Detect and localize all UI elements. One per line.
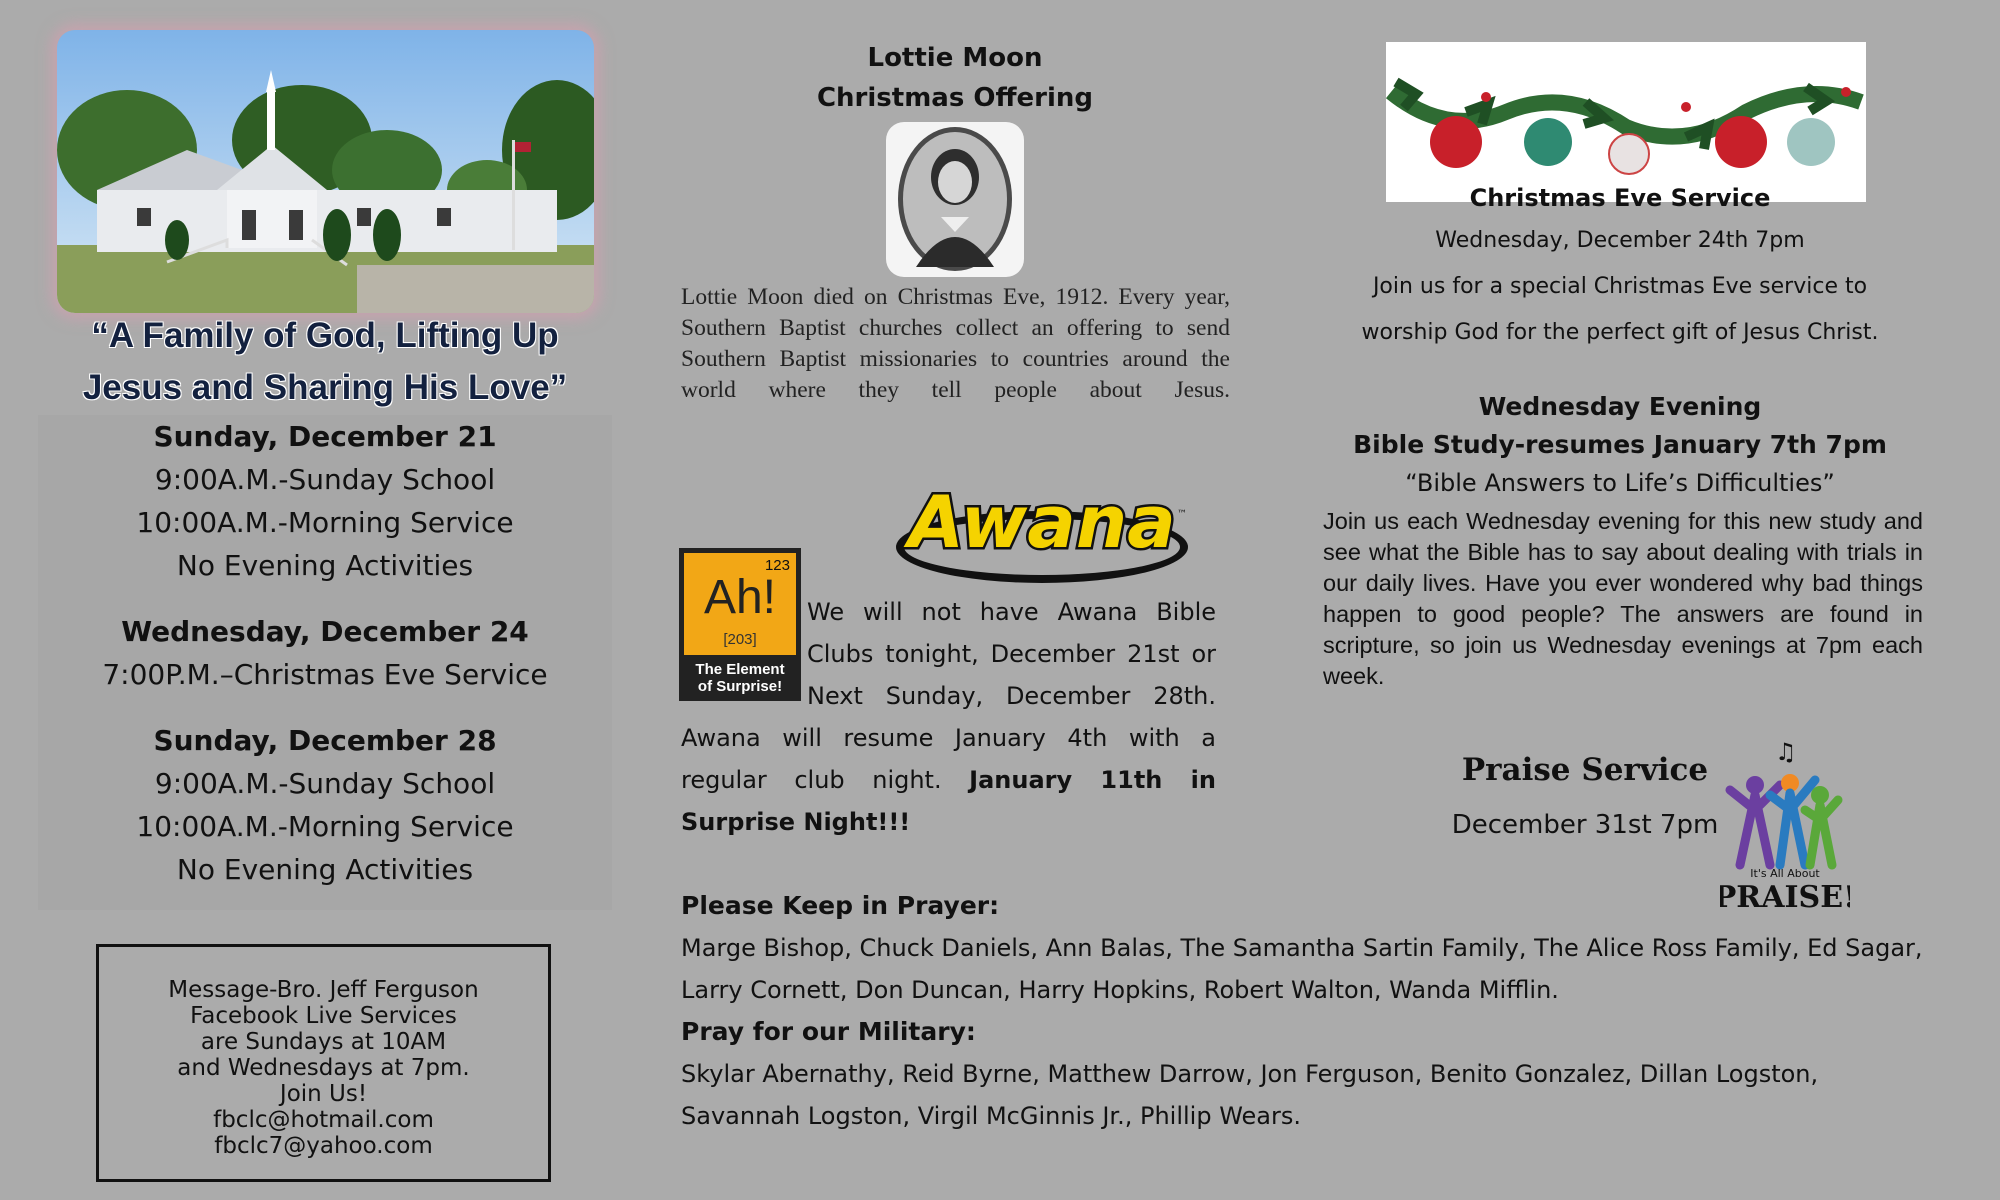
lottie-title-line: Lottie Moon xyxy=(867,43,1043,73)
prayer-list xyxy=(681,885,1931,1137)
message-line: Message-Bro. Jeff Ferguson xyxy=(168,977,479,1003)
music-note-icon: ♫ xyxy=(1775,738,1797,766)
awana-trademark: ™ xyxy=(1177,509,1187,520)
awana-surprise-night: January 11th in Surprise Night!!! xyxy=(681,766,1216,836)
prayer-names: Marge Bishop, Chuck Daniels, Ann Balas, The Samantha Sartin Family, The Alice Ross Family, Ed Sagar, xyxy=(681,934,1923,962)
lottie-moon-description: Lottie Moon died on Christmas Eve, 1912. Every year, Southern Baptist churches collect an offering to send Southern Baptist missionaries to countries around the world where they tell people about Jesus. xyxy=(681,284,1230,403)
message-line: are Sundays at 10AM xyxy=(200,1029,447,1055)
facebook-live-box xyxy=(96,944,551,1182)
badge-symbol: Ah! xyxy=(703,571,777,624)
service-schedule xyxy=(38,415,612,910)
christmas-eve-line: Join us for a special Christmas Eve service to xyxy=(1372,274,1868,299)
schedule-line: 10:00A.M.-Morning Service xyxy=(136,810,514,843)
praise-logo-small-text: It's All About xyxy=(1750,867,1820,880)
bible-study-quote: “Bible Answers to Life’s Difficulties” xyxy=(1405,469,1835,497)
awana-logo-text: Awana xyxy=(908,480,1176,564)
military-prayer-heading: Pray for our Military: xyxy=(681,1017,976,1046)
christmas-eve-title: Christmas Eve Service xyxy=(1469,184,1771,212)
badge-number: 123 xyxy=(764,557,790,574)
prayer-names: Larry Cornett, Don Duncan, Harry Hopkins, Robert Walton, Wanda Mifflin. xyxy=(681,976,1559,1004)
awana-logo xyxy=(892,477,1192,587)
schedule-line: 9:00A.M.-Sunday School xyxy=(154,767,496,800)
schedule-sunday-dec-21 xyxy=(38,415,612,587)
prayer-heading: Please Keep in Prayer: xyxy=(681,891,1000,920)
email-link[interactable]: fbclc@hotmail.com xyxy=(213,1107,434,1133)
schedule-line: No Evening Activities xyxy=(176,853,474,886)
bible-study-heading: Bible Study-resumes January 7th 7pm xyxy=(1353,430,1887,459)
message-line: Join Us! xyxy=(279,1081,368,1107)
schedule-sunday-dec-28 xyxy=(38,719,612,891)
badge-mass: [203] xyxy=(723,631,757,648)
schedule-heading: Sunday, December 21 xyxy=(153,420,497,453)
schedule-heading: Wednesday, December 24 xyxy=(121,615,529,648)
awana-announcement xyxy=(681,591,1216,843)
awana-text-body: We will not have Awana Bible Clubs tonight, December 21st or Next Sunday, December 28th. Awana will resume January 4th with a regular club night. xyxy=(681,598,1216,794)
military-names: Savannah Logston, Virgil McGinnis Jr., Phillip Wears. xyxy=(681,1102,1301,1130)
schedule-line: 9:00A.M.-Sunday School xyxy=(154,463,496,496)
praise-service-date: December 31st 7pm xyxy=(1451,810,1719,840)
christmas-eve-service xyxy=(1330,178,1910,356)
praise-service-title: Praise Service xyxy=(1461,752,1709,788)
praise-logo-text: PRAISE! xyxy=(1720,880,1850,915)
christmas-eve-date: Wednesday, December 24th 7pm xyxy=(1435,228,1805,253)
church-photo xyxy=(57,30,594,313)
schedule-line: 7:00P.M.–Christmas Eve Service xyxy=(102,658,548,691)
military-names: Skylar Abernathy, Reid Byrne, Matthew Darrow, Jon Ferguson, Benito Gonzalez, Dillan Logston, xyxy=(681,1060,1819,1088)
bible-study-description: Join us each Wednesday evening for this new study and see what the Bible has to say about dealing with trials in our daily lives. Have you ever wondered why bad things happen to good people? The answers are found in scripture, so join us Wednesday evenings at 7pm each week. xyxy=(1323,508,1923,689)
lottie-title-line: Christmas Offering xyxy=(816,83,1094,113)
schedule-wednesday-dec-24 xyxy=(38,610,612,696)
bible-study-header xyxy=(1310,388,1930,502)
badge-caption: The Element of Surprise! xyxy=(695,661,785,695)
message-line: and Wednesdays at 7pm. xyxy=(177,1055,470,1081)
lottie-moon-title xyxy=(730,38,1180,118)
lottie-moon-portrait xyxy=(886,122,1024,277)
church-motto: “A Family of God, Lifting Up Jesus and Sharing His Love” xyxy=(82,316,568,407)
schedule-line: 10:00A.M.-Morning Service xyxy=(136,506,514,539)
message-line: Facebook Live Services xyxy=(190,1003,457,1029)
schedule-line: No Evening Activities xyxy=(176,549,474,582)
email-link[interactable]: fbclc7@yahoo.com xyxy=(214,1133,433,1159)
christmas-eve-line: worship God for the perfect gift of Jesus Christ. xyxy=(1361,320,1879,345)
schedule-heading: Sunday, December 28 xyxy=(153,724,497,757)
bible-study-heading: Wednesday Evening xyxy=(1478,392,1762,421)
